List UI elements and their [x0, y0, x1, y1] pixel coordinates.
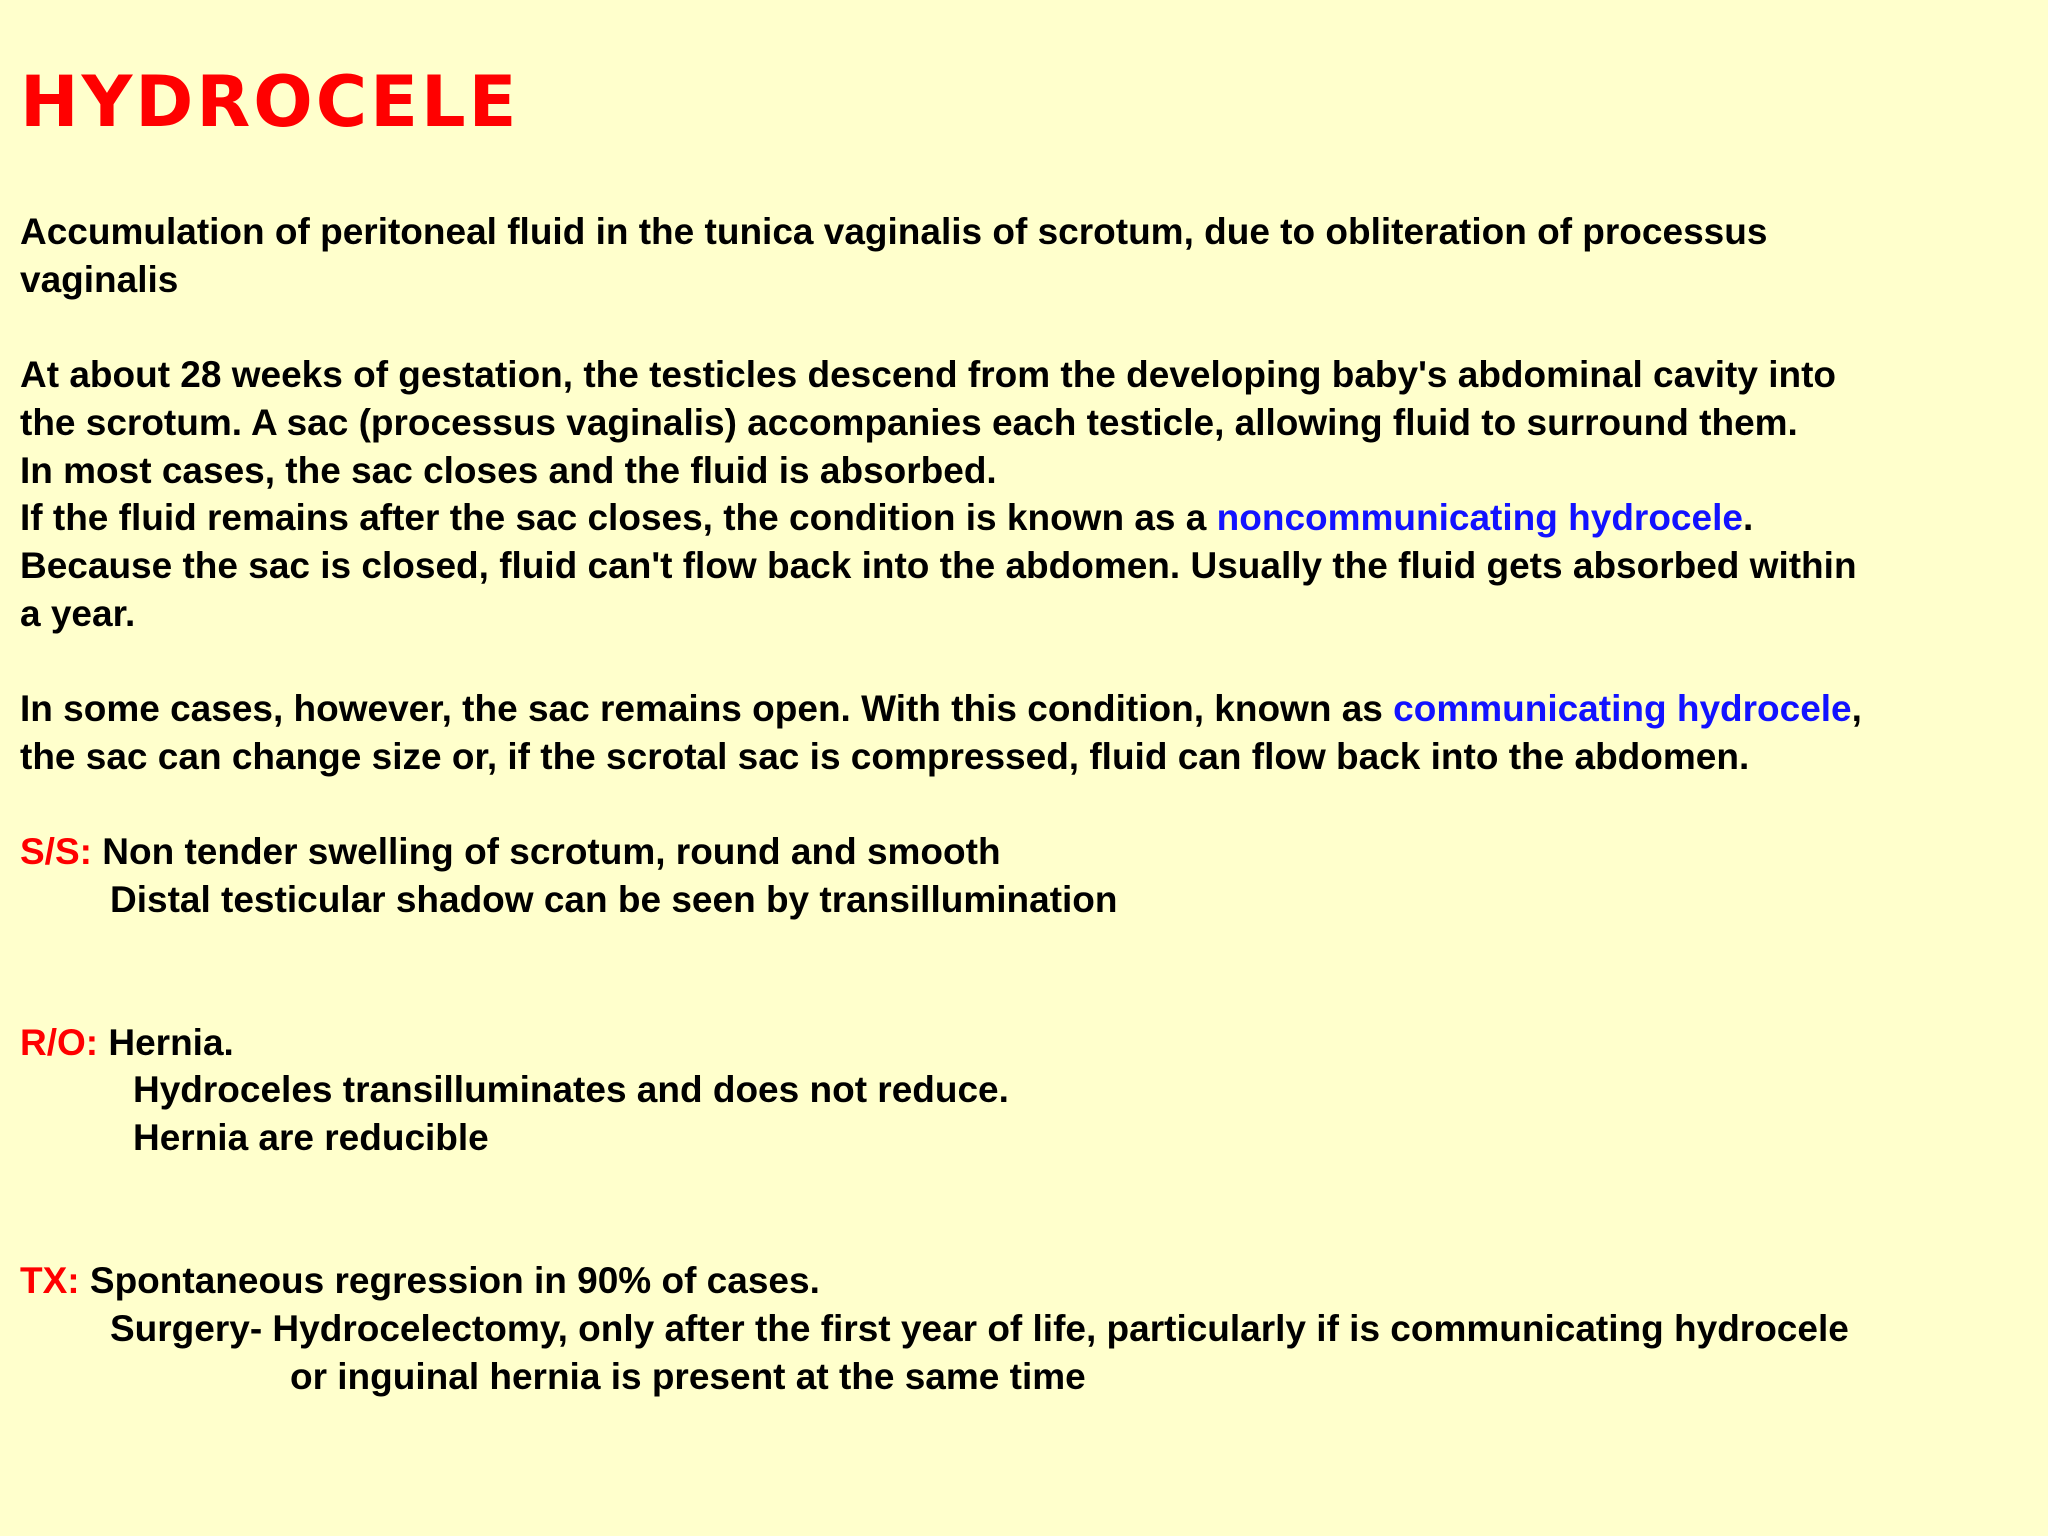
communicating-line-1	[20, 685, 1862, 733]
rule-out-label: R/O:	[20, 1022, 99, 1063]
definition-line-1: Accumulation of peritoneal fluid in the tunica vaginalis of scrotum, due to obliteration of processus	[20, 211, 1768, 252]
signs-item-1: Non tender swelling of scrotum, round and smooth	[91, 831, 1001, 872]
development-line-4-text: If the fluid remains after the sac closes, the condition is known as a	[20, 497, 1217, 538]
development-line-3: In most cases, the sac closes and the fluid is absorbed.	[20, 450, 997, 491]
noncommunicating-hydrocele-term: noncommunicating hydrocele	[1216, 497, 1743, 538]
rule-out-item-3: Hernia are reducible	[133, 1117, 489, 1158]
communicating-line-1-end: ,	[1851, 688, 1862, 729]
signs-item-2: Distal testicular shadow can be seen by transillumination	[110, 879, 1118, 920]
treatment-line-1	[20, 1257, 820, 1305]
development-line-4-end: .	[1742, 497, 1754, 538]
development-line-1: At about 28 weeks of gestation, the testicles descend from the developing baby's abdominal cavity into	[20, 354, 1837, 395]
treatment-item-1: Spontaneous regression in 90% of cases.	[79, 1260, 820, 1301]
communicating-line-2: the sac can change size or, if the scrotal sac is compressed, fluid can flow back into the abdomen.	[20, 736, 1750, 777]
signs-label: S/S:	[20, 831, 92, 872]
communicating-hydrocele-term: communicating hydrocele	[1393, 688, 1852, 729]
rule-out-item-2: Hydroceles transilluminates and does not reduce.	[133, 1069, 1009, 1110]
rule-out-line-1	[20, 1019, 234, 1067]
development-line-6: a year.	[20, 593, 136, 634]
treatment-label: TX:	[20, 1260, 80, 1301]
signs-line-1	[20, 828, 1001, 876]
rule-out-item-1: Hernia.	[98, 1022, 234, 1063]
slide-title: HYDROCELE	[20, 61, 520, 143]
development-line-5: Because the sac is closed, fluid can't flow back into the abdomen. Usually the fluid gets absorbed within	[20, 545, 1857, 586]
definition-line-2: vaginalis	[20, 259, 179, 300]
development-line-4	[20, 494, 1753, 542]
treatment-item-2: Surgery- Hydrocelectomy, only after the first year of life, particularly if is communicating hydrocele	[110, 1308, 1849, 1349]
development-line-2: the scrotum. A sac (processus vaginalis) accompanies each testicle, allowing fluid to surround them.	[20, 402, 1798, 443]
communicating-line-1-text: In some cases, however, the sac remains open. With this condition, known as	[20, 688, 1394, 729]
treatment-item-3: or inguinal hernia is present at the same time	[290, 1356, 1086, 1397]
